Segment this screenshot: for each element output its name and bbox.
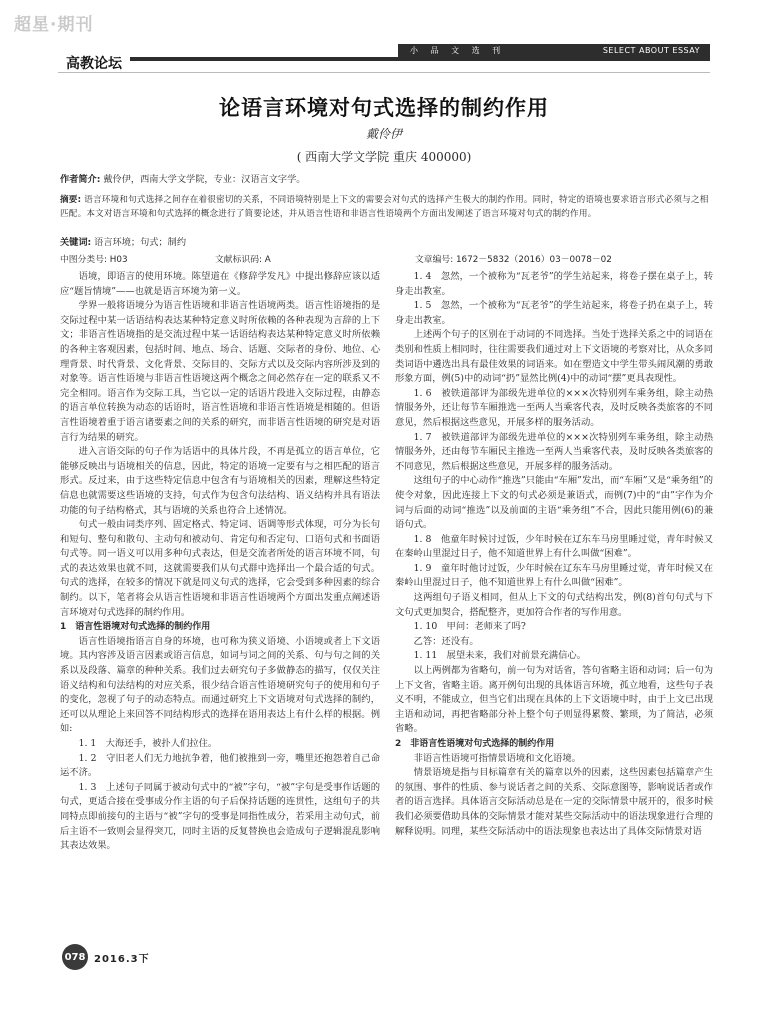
paragraph: 1. 5 忽然，一个被称为“瓦老爷”的学生站起来，将卷子扔在桌子上，转身走出教室。 — [395, 300, 713, 326]
right-column — [395, 270, 713, 839]
paragraph: 1. 2 守旧老人们无力地抗争着，他们被推到一旁，嘴里还抱怨着自己命运不济。 — [60, 752, 380, 779]
column-banner — [398, 44, 710, 57]
paragraph: 语境，即语言的使用环境。陈望道在《修辞学发凡》中提出修辞应该以适应“题旨情境”——也就是语言环境为第一义。 — [60, 271, 380, 297]
paragraph: 1. 11 展望未来，我们对前景充满信心。 — [413, 650, 586, 662]
keywords — [60, 236, 712, 250]
paragraph: 乙答：还没有。 — [413, 635, 479, 647]
issue-label: 2016.3下 — [94, 953, 150, 965]
paragraph: 非语言性语境可指情景语境和文化语境。 — [413, 752, 581, 764]
section-heading: 2 非语言性语境对句式选择的制约作用 — [395, 739, 555, 749]
paragraph: 这组句子的中心动作“推选”只能由“车厢”发出，而“车厢”又是“乘务组”的使令对象，因此连接上下文的句式必须是兼语式，而例(7)中的“由”字作为介词与后面的动词“推选”以及前面的主语“乘务组”不合，因此只能用例(6)的兼语句式。 — [395, 475, 713, 531]
paragraph: 1. 4 忽然，一个被称为“瓦老爷”的学生站起来，将卷子摆在桌子上，转身走出教室。 — [395, 271, 713, 297]
keywords-text: 语言环境；句式；制约 — [94, 237, 187, 248]
abstract-text: 语言环境和句式选择之间存在着很密切的关系，不同语境特别是上下文的需要会对句式的选择产生极大的制约作用。同时，特定的语境也要求语言形式必须与之相匹配。本文对语言环境和句式选择的概念进行了简要论述，并从语言性语和非语言性语境两个方面出发阐述了语言环境对句式的制约作用。 — [60, 195, 709, 219]
article-title: 论语言环境对句式选择的制约作用 — [219, 96, 549, 120]
left-column — [60, 270, 380, 854]
clc-number: 中图分类号: H03 — [60, 255, 128, 265]
header-rule — [130, 57, 710, 61]
page-footer — [62, 944, 150, 970]
page-number: 078 — [62, 944, 88, 970]
paragraph: 1. 1 大海还手，被扑人们拉住。 — [78, 738, 218, 749]
abstract-label: 摘要: — [60, 195, 82, 205]
article-author: 戴伶伊 — [365, 127, 402, 141]
paragraph: 1. 7 被铁道部评为部级先进单位的×××次特别列车乘务组，除主动热情服务外，还由每节车厢民主推选一至两人当乘客代表，及时反映各类旅客的不同意见，然后根据这些意见，开展多样的服务活动。 — [395, 431, 713, 472]
document-code: 文献标识码: A — [215, 255, 271, 265]
paragraph: 句式一般由词类序列、固定格式、特定词、语调等形式体现，可分为长句和短句、整句和散句、主动句和被动句、肯定句和否定句、口语句式和书面语句式等。同一语义可以用多种句式表达，但是交流者所处的语言环境不同，句式的表达效果也就不同，这就需要我们从句式群中选择出一个最合适的句式。句式的选择，在较多的情况下就是同义句式的选择，它会受到多种因素的综合制约。以下，笔者将会从语言性语境和非语言性语境两个方面出发重点阐述语言环境对句式选择的制约作用。 — [60, 519, 380, 618]
section-label: 高教论坛 — [66, 56, 122, 72]
author-intro — [60, 173, 712, 187]
column-name-cn: 小 品 文 选 刊 — [410, 46, 506, 55]
header-divider — [58, 72, 710, 73]
publisher-watermark: 超星·期刊 — [14, 15, 94, 35]
paragraph: 1. 10 甲问：老师来了吗? — [413, 621, 526, 633]
abstract — [60, 193, 712, 221]
paragraph: 以上两例都为省略句，前一句为对话省，答句省略主语和动词；后一句为上下文省，省略主语。离开例句出现的具体语言环境，孤立地看，这些句子表义不明，不能成立，但当它们出现在具体的上下文语境中时，由于上文已出现主语和动词，再把省略部分补上整个句子则显得累赘、繁琐，为了简洁，必须省略。 — [395, 665, 713, 735]
section-heading: 1 语言性语境对句式选择的制约作用 — [60, 622, 211, 633]
paragraph: 语言性语境指语言自身的环境，也可称为狭义语境、小语境或者上下文语境。其内容涉及语言因素或语言信息，如词与词之间的关系、句与句之间的关系以及段落、篇章的种种关系。我们过去研究句子多做静态的描写，仅仅关注语义结构和句法结构的对应关系，很少结合语言性语境研究句子的使用和句子的变化，忽视了句子的动态特点。而通过研究上下文语境对句式选择的制约，还可以从理论上来回答不同结构形式的选择在语用表达上有什么样的根据。例如: — [60, 635, 380, 735]
paragraph: 情景语境是指与目标篇章有关的篇章以外的因素，这些因素包括篇章产生的氛围、事件的性质、参与说话者之间的关系、交际意图等，影响说话者或作者的语言选择。具体语言交际活动总是在一定的交际情景中展开的，很多时候我们必须要借助具体的交际情景才能对某些交际活动中的语法现象进行合理的解释说明。同理，某些交际活动中的语法现象也表达出了具体交际情景对语 — [395, 767, 713, 837]
paragraph: 进入言语交际的句子作为话语中的具体片段，不再是孤立的语言单位，它能够反映出与语境相关的信息，因此，特定的语境一定要有与之相匹配的语言形式。反过来，由于这些特定信息中包含有与语境相关的因素，理解这些特定信息也就需要这些语境的支持，句式作为包含句法结构、语义结构并具有语法功能的句子结构格式，其与语境的关系也符合上述情况。 — [60, 446, 380, 516]
paragraph: 学界一般将语境分为语言性语境和非语言性语境两类。语言性语境指的是交际过程中某一话语结构表达某种特定意义时所依赖的各种表现为言辞的上下文；非语言性语境指的是交流过程中某一话语结构表达某种特定意义时所依赖的各种主客观因素，包括时间、地点、场合、话题、交际者的身份、地位、心理背景、时代背景、文化背景、交际目的、交际方式以及交际内容所涉及到的对象等。语言性语境与非语言性语境这两个概念之间必然存在一定的联系又不完全相同。语言作为交际工具，当它以一定的话语片段进入交际过程，由静态的语言单位转换为动态的话语时，语言性语境和非语言性语境是相随的。但语言性语境着重于语言诸要素之间的关系的研究，而非语言性语境的研究是对语言行为结果的研究。 — [60, 300, 380, 443]
paragraph: 1. 9 童年时他讨过饭，少年时候在辽东车马房里睡过觉，青年时候又在秦岭山里混过日子，他不知道世界上有什么叫做“困难”。 — [395, 562, 713, 589]
paragraph: 上述两个句子的区别在于动词的不同选择。当处于选择关系之中的词语在类别和性质上相同时，往往需要我们通过对上下文语境的考察对比，从众多同类词语中遴选出具有最佳效果的词语来。如在塑造文中学生带头闹风潮的勇敢形象方面，例(5)中的动词“扔”显然比例(4)中的动词“摆”更具表现性。 — [395, 329, 713, 385]
paragraph: 这两组句子语义相同，但从上下文的句式结构出发，例(8)首句句式与下文句式更加契合，搭配整齐，更加符合作者的写作用意。 — [395, 592, 713, 618]
author-intro-text: 戴伶伊，西南大学文学院，专业：汉语言文字学。 — [103, 174, 306, 185]
keywords-label: 关键词: — [60, 237, 92, 248]
paragraph: 1. 3 上述句子同属于被动句式中的“被”字句，“被”字句是受事作话题的句式，更适合接在受事成分作主语的句子后保持话题的连贯性，这组句子的共同特点即前接句的主语与“被”字句的受事是同指性成分，若采用主动句式，前后主语不一致则会显得突兀，同时主语的反复替换也会造成句子逻辑混乱影响其表达效果。 — [60, 781, 380, 852]
paragraph: 1. 6 被铁道部评为部级先进单位的×××次特别列车乘务组，除主动热情服务外，还让每节车厢推选一至两人当乘客代表，及时反映各类旅客的不同意见，然后根据这些意见，开展多样的服务活动。 — [395, 387, 713, 428]
paragraph: 1. 8 他童年时候讨过饭，少年时候在辽东车马房里睡过觉，青年时候又在秦岭山里混过日子，他不知道世界上有什么叫做“困难”。 — [395, 533, 713, 560]
author-intro-label: 作者简介: — [60, 174, 101, 185]
author-affiliation: ( 西南大学文学院 重庆 400000) — [296, 150, 472, 164]
article-number: 文章编号: 1672－5832（2016）03－0078－02 — [415, 255, 612, 265]
column-name-en: SELECT ABOUT ESSAY — [602, 46, 700, 55]
